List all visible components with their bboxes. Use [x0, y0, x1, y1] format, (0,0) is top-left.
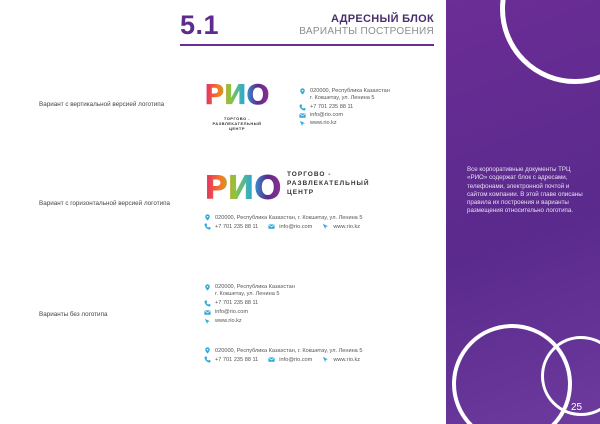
logo-tagline-line: РАЗВЛЕКАТЕЛЬНЫЙ [287, 180, 370, 187]
pin-icon [204, 284, 211, 291]
phone-text: +7 701 235 88 11 [215, 356, 259, 363]
phone-icon [204, 223, 211, 230]
contact-details-row [204, 356, 370, 363]
phone-icon [204, 356, 211, 363]
cursor-icon [322, 223, 329, 230]
contact-phone [204, 356, 258, 363]
phone-text: +7 701 235 88 11 [215, 300, 259, 306]
logo-tagline-line: ЦЕНТР [228, 126, 246, 131]
mail-icon [299, 112, 306, 119]
address-line-2: г. Кокшетау, ул. Ленина 5 [310, 95, 375, 101]
page-number: 25 [571, 402, 583, 413]
logo-vertical-wordmark: РИО [204, 78, 269, 111]
contact-address [204, 284, 295, 298]
pin-icon [204, 214, 211, 221]
cursor-icon [299, 120, 306, 127]
website-text[interactable]: www.rio.kz [333, 356, 361, 363]
contact-address-row [204, 214, 362, 221]
variant-label-vertical: Вариант с вертикальной версией логотипа [39, 101, 165, 108]
cursor-icon [204, 318, 211, 325]
contact-details-row [204, 223, 370, 230]
contact-phone [204, 223, 258, 230]
logo-tagline-line: ТОРГОВО - [287, 171, 332, 178]
page-subtitle: ВАРИАНТЫ ПОСТРОЕНИЯ [299, 26, 434, 37]
contact-address-row [204, 347, 362, 354]
contact-address [299, 88, 390, 102]
mail-icon [268, 223, 275, 230]
address-line-2: г. Кокшетау, ул. Ленина 5 [215, 291, 280, 297]
contact-email [299, 112, 343, 119]
mail-icon [268, 356, 275, 363]
header-divider [180, 44, 434, 46]
section-number: 5.1 [180, 10, 220, 40]
contact-website [322, 223, 360, 230]
contact-website [204, 318, 242, 325]
logo-tagline-line: ТОРГОВО - РАЗВЛЕКАТЕЛЬНЫЙ [212, 116, 262, 126]
logo-horizontal-wordmark: РИО [204, 168, 281, 207]
contact-phone [299, 104, 353, 111]
email-text[interactable]: info@rio.com [310, 112, 344, 118]
cursor-icon [322, 356, 329, 363]
website-text[interactable]: www.rio.kz [333, 223, 361, 230]
email-text[interactable]: info@rio.com [215, 309, 249, 315]
decorative-circle-top [500, 0, 600, 84]
address-full-text: 020000, Республика Казахстан, г. Кокшетау, ул. Ленина 5 [215, 214, 363, 221]
contact-website [299, 120, 337, 127]
phone-icon [204, 300, 211, 307]
contact-phone [204, 300, 258, 307]
page-title: АДРЕСНЫЙ БЛОК [330, 13, 434, 25]
logo-horizontal-tagline [287, 170, 370, 197]
variant-label-no-logo: Варианты без логотипа [39, 311, 108, 318]
mail-icon [204, 309, 211, 316]
contact-website [322, 356, 360, 363]
contact-email [204, 309, 248, 316]
logo-vertical-tagline [202, 116, 272, 131]
address-line-1: 020000, Республика Казахстан [215, 284, 295, 290]
address-full-text: 020000, Республика Казахстан, г. Кокшетау, ул. Ленина 5 [215, 347, 363, 354]
phone-text: +7 701 235 88 11 [310, 104, 354, 110]
website-text[interactable]: www.rio.kz [215, 318, 242, 324]
phone-icon [299, 104, 306, 111]
phone-text: +7 701 235 88 11 [215, 223, 259, 230]
website-text[interactable]: www.rio.kz [310, 120, 337, 126]
pin-icon [299, 88, 306, 95]
side-description: Все корпоративные документы ТРЦ «РИО» содержат блок с адресами, телефонами, электронной почтой и сайтом компании. В этой главе описаны правила их построения и варианты размещения относительно логотипа. [467, 166, 583, 215]
email-text[interactable]: info@rio.com [279, 223, 313, 230]
email-text[interactable]: info@rio.com [279, 356, 313, 363]
contact-email [268, 356, 312, 363]
contact-email [268, 223, 312, 230]
logo-tagline-line: ЦЕНТР [287, 189, 315, 196]
pin-icon [204, 347, 211, 354]
variant-label-horizontal: Вариант с горизонтальной версией логотипа [39, 200, 171, 207]
address-line-1: 020000, Республика Казахстан [310, 88, 390, 94]
